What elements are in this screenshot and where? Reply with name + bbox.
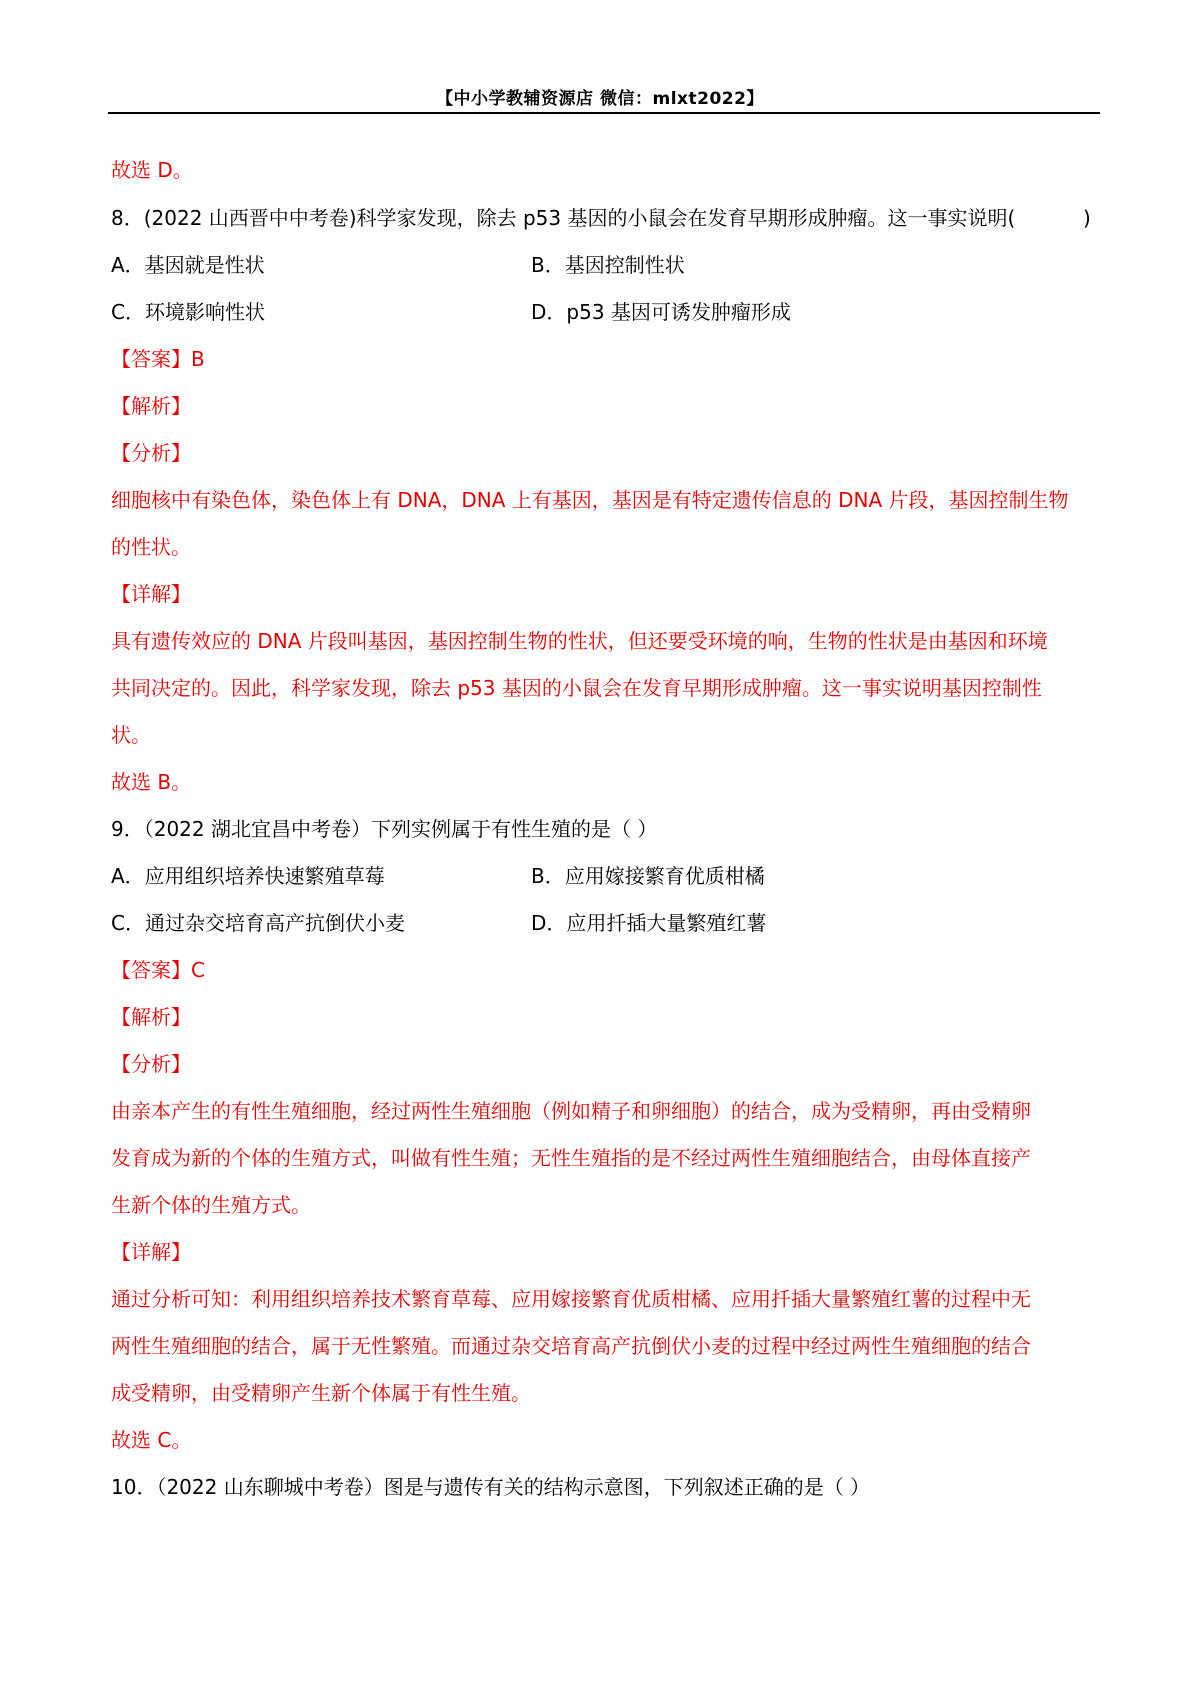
q8-option-b: B．基因控制性状 xyxy=(531,253,685,277)
q8-answer: 【答案】B xyxy=(111,347,205,371)
q9-fenxi-label: 【分析】 xyxy=(111,1052,191,1076)
q9-jiexi-label: 【解析】 xyxy=(111,1005,191,1029)
q9-answer: 【答案】C xyxy=(111,958,205,982)
q9-xiangjie-line-3: 成受精卵，由受精卵产生新个体属于有性生殖。 xyxy=(111,1381,531,1405)
header-text: 【中小学教辅资源店 微信：mlxt2022】 xyxy=(436,89,764,109)
q9-option-b: B．应用嫁接繁育优质柑橘 xyxy=(531,864,765,888)
q8-xiangjie-line-1: 具有遗传效应的 DNA 片段叫基因，基因控制生物的性状，但还要受环境的响，生物的性状是由基因和环境 xyxy=(111,629,1048,653)
q7-choice: 故选 D。 xyxy=(111,158,193,182)
q8-fenxi-line-1: 细胞核中有染色体，染色体上有 DNA，DNA 上有基因，基因是有特定遗传信息的 DNA 片段，基因控制生物 xyxy=(111,488,1069,512)
header-divider xyxy=(108,112,1100,114)
q10-stem: 10．（2022 山东聊城中考卷）图是与遗传有关的结构示意图，下列叙述正确的是（ ） xyxy=(111,1475,871,1499)
q8-xiangjie-line-3: 状。 xyxy=(111,723,151,747)
q8-stem: 8．(2022 山西晋中中考卷)科学家发现，除去 p53 基因的小鼠会在发育早期形成肿瘤。这一事实说明( xyxy=(111,206,1016,230)
q8-fenxi-line-2: 的性状。 xyxy=(111,535,191,559)
q8-choice: 故选 B。 xyxy=(111,770,192,794)
q8-jiexi-label: 【解析】 xyxy=(111,394,191,418)
q8-xiangjie-line-2: 共同决定的。因此，科学家发现，除去 p53 基因的小鼠会在发育早期形成肿瘤。这一事实说明基因控制性 xyxy=(111,676,1042,700)
q9-fenxi-line-3: 生新个体的生殖方式。 xyxy=(111,1193,311,1217)
q9-xiangjie-label: 【详解】 xyxy=(111,1240,191,1264)
q9-option-d: D．应用扦插大量繁殖红薯 xyxy=(531,911,767,935)
q9-option-c: C．通过杂交培育高产抗倒伏小麦 xyxy=(111,911,405,935)
q9-fenxi-line-2: 发育成为新的个体的生殖方式，叫做有性生殖；无性生殖指的是不经过两性生殖细胞结合，由母体直接产 xyxy=(111,1146,1031,1170)
q9-choice: 故选 C。 xyxy=(111,1428,192,1452)
q8-xiangjie-label: 【详解】 xyxy=(111,582,191,606)
q8-close-paren: ) xyxy=(1083,206,1091,230)
q8-option-a: A．基因就是性状 xyxy=(111,253,265,277)
q9-fenxi-line-1: 由亲本产生的有性生殖细胞，经过两性生殖细胞（例如精子和卵细胞）的结合，成为受精卵，再由受精卵 xyxy=(111,1099,1031,1123)
q8-fenxi-label: 【分析】 xyxy=(111,441,191,465)
q8-option-d: D．p53 基因可诱发肿瘤形成 xyxy=(531,300,791,324)
q9-option-a: A．应用组织培养快速繁殖草莓 xyxy=(111,864,385,888)
q9-stem: 9．（2022 湖北宜昌中考卷）下列实例属于有性生殖的是（ ） xyxy=(111,817,658,841)
q9-xiangjie-line-1: 通过分析可知：利用组织培养技术繁育草莓、应用嫁接繁育优质柑橘、应用扦插大量繁殖红薯的过程中无 xyxy=(111,1287,1031,1311)
q9-xiangjie-line-2: 两性生殖细胞的结合，属于无性繁殖。而通过杂交培育高产抗倒伏小麦的过程中经过两性生殖细胞的结合 xyxy=(111,1334,1031,1358)
q8-option-c: C．环境影响性状 xyxy=(111,300,265,324)
